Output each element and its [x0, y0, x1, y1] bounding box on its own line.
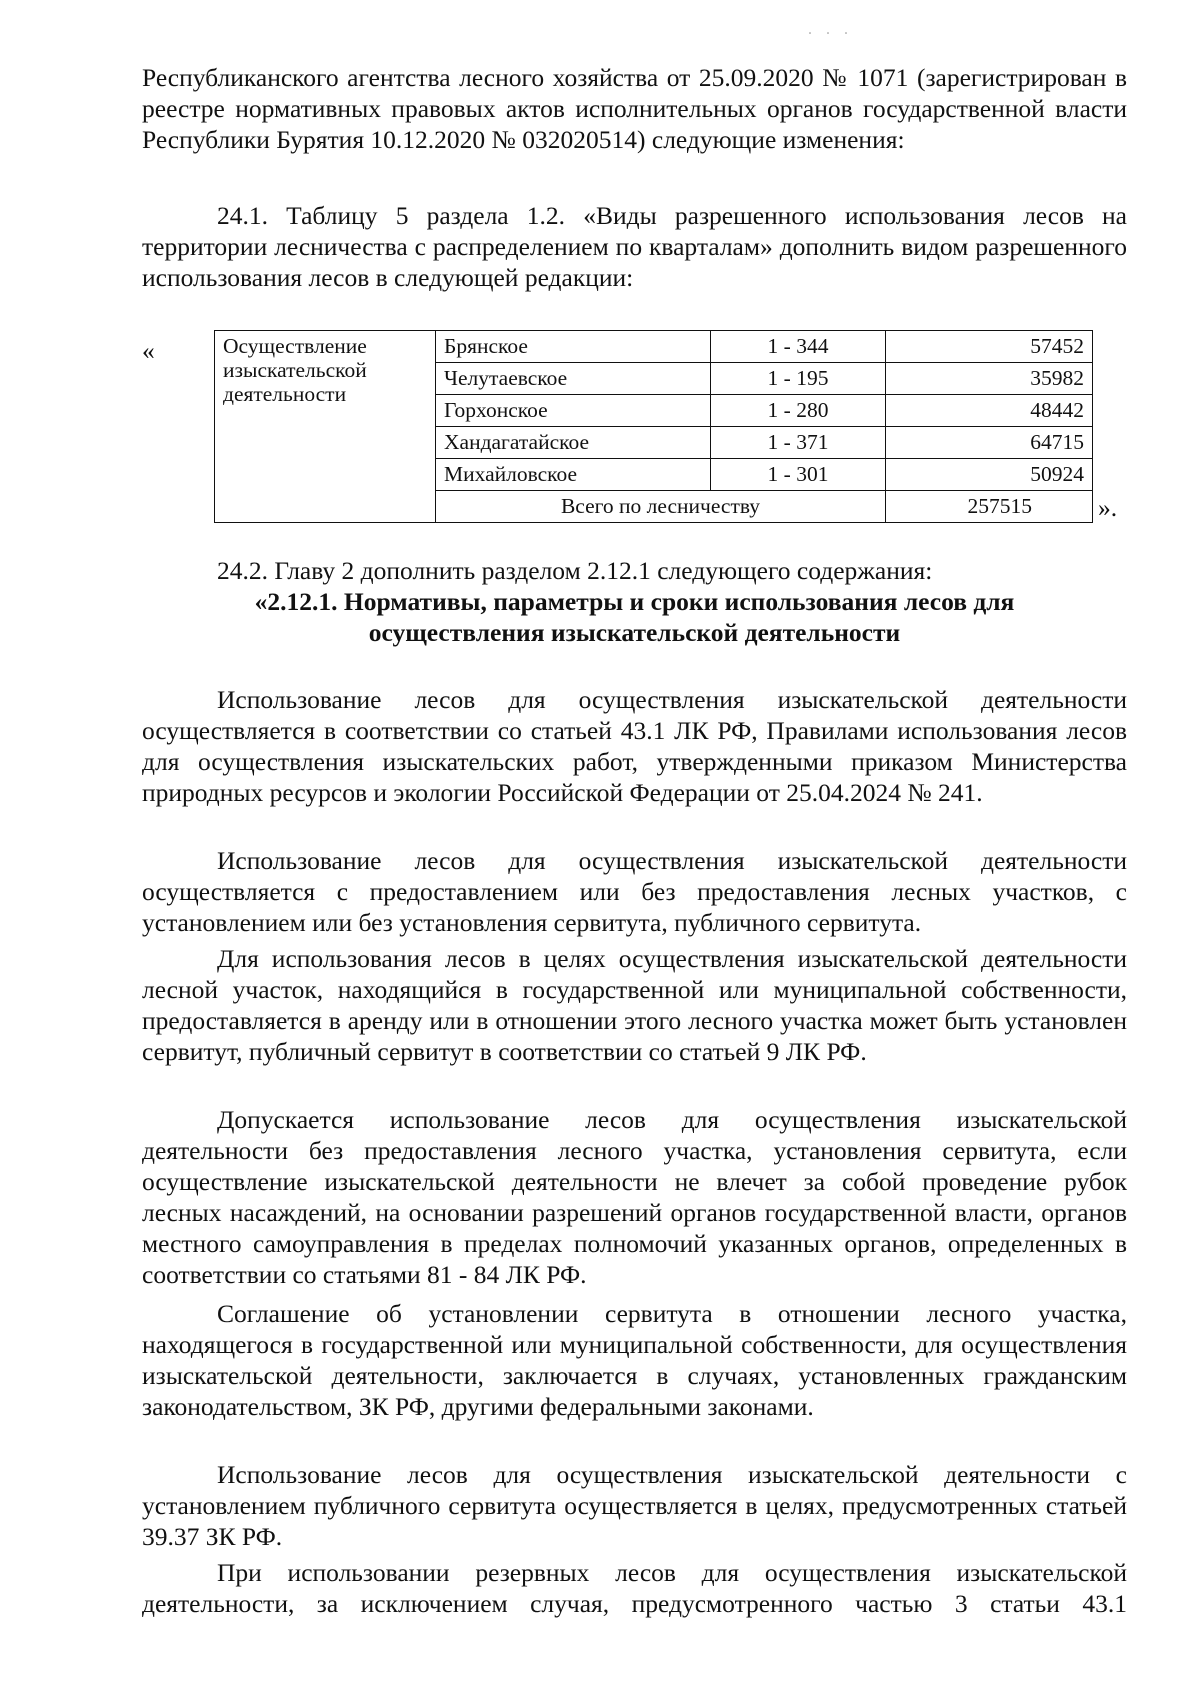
area-value: 57452 [886, 331, 1093, 363]
item-24-1: 24.1. Таблицу 5 раздела 1.2. «Виды разрешенного использования лесов на территории лесничества с распределением по кварталам» дополнить видом разрешенного использования лесов в следующей редакции: [142, 201, 1127, 292]
scan-artifact [808, 32, 848, 34]
forestry-name: Горхонское [436, 395, 711, 427]
quarter-range: 1 - 280 [711, 395, 886, 427]
forestry-name: Челутаевское [436, 363, 711, 395]
body-paragraph-4: Допускается использование лесов для осуществления изыскательской деятельности без предоставления лесного участка, установления сервитута, если осуществление изыскательской деятельности не влечет за собой проведение рубок лесных насаждений, на основании разрешений органов государственной власти, органов местного самоуправления в пределах полномочий указанных органов, определенных в соответствии со статьями 81 - 84 ЛК РФ. [142, 1105, 1127, 1289]
total-label: Всего по лесничеству [436, 491, 886, 523]
body-paragraph-7: При использовании резервных лесов для осуществления изыскательской деятельности, за исключением случая, предусмотренного частью 3 статьи 43.1 [142, 1558, 1127, 1618]
quarter-range: 1 - 301 [711, 459, 886, 491]
section-heading-line2: осуществления изыскательской деятельности [368, 618, 901, 647]
total-value: 257515 [886, 491, 1093, 523]
quarter-range: 1 - 344 [711, 331, 886, 363]
forestry-name: Брянское [436, 331, 711, 363]
quarter-range: 1 - 371 [711, 427, 886, 459]
quarter-range: 1 - 195 [711, 363, 886, 395]
area-value: 64715 [886, 427, 1093, 459]
forest-use-table [214, 330, 1093, 523]
item-24-2: 24.2. Главу 2 дополнить разделом 2.12.1 следующего содержания: [217, 556, 933, 585]
intro-paragraph: Республиканского агентства лесного хозяйства от 25.09.2020 № 1071 (зарегистрирован в реестре нормативных правовых актов исполнительных органов государственной власти Республики Бурятия 10.12.2020 № 032020514) следующие изменения: [142, 63, 1127, 154]
body-paragraph-6: Использование лесов для осуществления изыскательской деятельности с установлением публичного сервитута осуществляется в целях, предусмотренных статьей 39.37 ЗК РФ. [142, 1460, 1127, 1551]
use-type-cell: Осуществление изыскательской деятельности [215, 331, 436, 523]
body-paragraph-1: Использование лесов для осуществления изыскательской деятельности осуществляется в соответствии со статьей 43.1 ЛК РФ, Правилами использования лесов для осуществления изыскательских работ, утвержденными приказом Министерства природных ресурсов и экологии Российской Федерации от 25.04.2024 № 241. [142, 685, 1127, 807]
table-open-quote: « [142, 336, 155, 365]
body-paragraph-2: Использование лесов для осуществления изыскательской деятельности осуществляется с предоставлением или без предоставления лесных участков, с установлением или без установления сервитута, публичного сервитута. [142, 846, 1127, 937]
area-value: 35982 [886, 363, 1093, 395]
area-value: 48442 [886, 395, 1093, 427]
area-value: 50924 [886, 459, 1093, 491]
forestry-name: Хандагатайское [436, 427, 711, 459]
body-paragraph-5: Соглашение об установлении сервитута в отношении лесного участка, находящегося в государственной или муниципальной собственности, для осуществления изыскательской деятельности, заключается в случаях, установленных гражданским законодательством, ЗК РФ, другими федеральными законами. [142, 1299, 1127, 1421]
table-close-quote: ». [1098, 493, 1118, 522]
section-heading-line1: «2.12.1. Нормативы, параметры и сроки использования лесов для [254, 587, 1015, 616]
body-paragraph-3: Для использования лесов в целях осуществления изыскательской деятельности лесной участок, находящийся в государственной или муниципальной собственности, предоставляется в аренду или в отношении этого лесного участка может быть установлен сервитут, публичный сервитут в соответствии со статьей 9 ЛК РФ. [142, 944, 1127, 1066]
forestry-name: Михайловское [436, 459, 711, 491]
table-row [215, 331, 1093, 363]
